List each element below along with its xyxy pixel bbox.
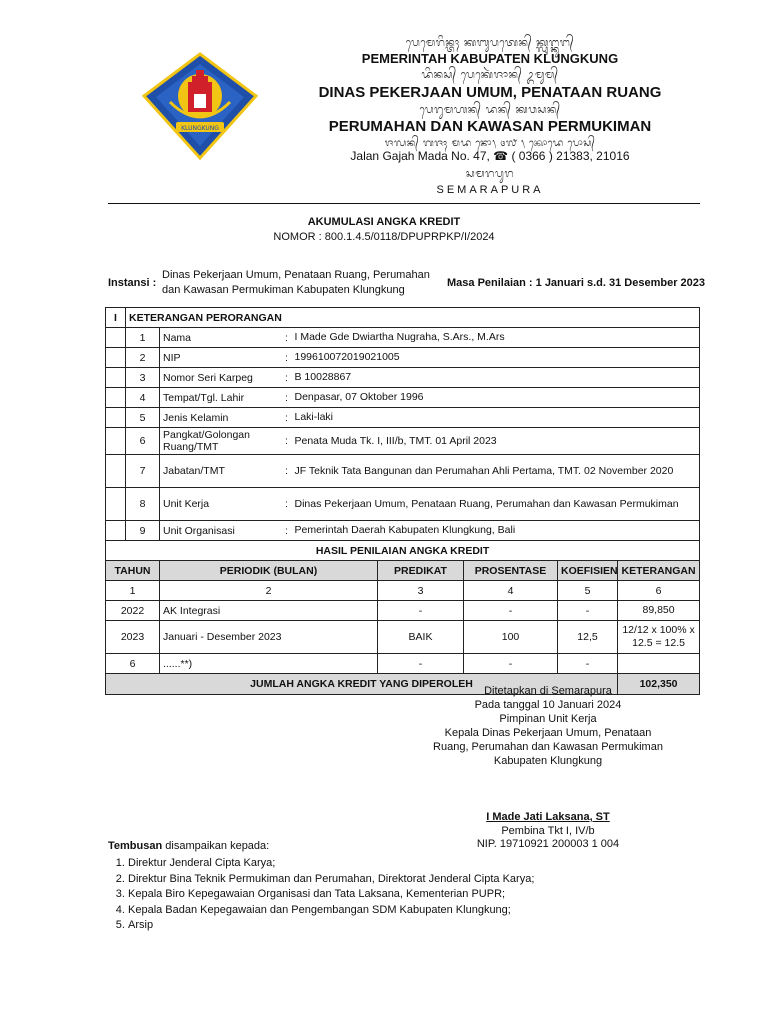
tembusan-item: 3. Kepala Biro Kepegawaian Organisasi dan Tata Laksana, Kementerian PUPR; [128, 887, 688, 903]
col-number: 3 [378, 581, 464, 601]
row-spacer [106, 348, 126, 368]
tembusan-label-rest: disampaikan kepada: [162, 840, 270, 852]
section2-heading: HASIL PENILAIAN ANGKA KREDIT [106, 541, 700, 561]
field-value: Dinas Pekerjaan Umum, Penataan Ruang, Perumahan dan Kawasan Permukiman [292, 488, 700, 521]
cell-tahun: 2023 [106, 621, 160, 654]
row-spacer [106, 388, 126, 408]
results-column-headers [106, 561, 700, 581]
field-colon: : [282, 408, 292, 428]
row-number: 3 [126, 368, 160, 388]
row-number: 2 [126, 348, 160, 368]
row-number: 8 [126, 488, 160, 521]
header-periodik: PERIODIK (BULAN) [160, 561, 378, 581]
field-colon: : [282, 368, 292, 388]
tembusan-item: 4. Kepala Badan Kepegawaian dan Pengembangan SDM Kabupaten Klungkung; [128, 903, 688, 919]
emblem-icon [140, 52, 260, 160]
cell-periodik: ......**) [160, 654, 378, 674]
personal-info-body [106, 328, 700, 541]
signatory-rank: Pembina Tkt I, IV/b [501, 825, 595, 837]
field-label: Tempat/Tgl. Lahir [160, 388, 282, 408]
field-value: I Made Gde Dwiartha Nugraha, S.Ars., M.Ars [292, 328, 700, 348]
personal-info-row [106, 428, 700, 455]
col-number: 1 [106, 581, 160, 601]
section1-roman: I [106, 308, 126, 328]
col-number: 4 [464, 581, 558, 601]
field-value: JF Teknik Tata Bangunan dan Perumahan Ahli Pertama, TMT. 02 November 2020 [292, 455, 700, 488]
results-body [106, 601, 700, 674]
field-label: Unit Kerja [160, 488, 282, 521]
section2-header-row [106, 541, 700, 561]
field-label: Unit Organisasi [160, 521, 282, 541]
document-title: AKUMULASI ANGKA KREDIT [307, 216, 461, 228]
row-spacer [106, 408, 126, 428]
personal-info-row [106, 455, 700, 488]
document-number: NOMOR : 800.1.4.5/0118/DPUPRPKP/I/2024 [273, 231, 495, 243]
row-spacer [106, 455, 126, 488]
personal-info-row [106, 408, 700, 428]
masa-penilaian: Masa Penilaian : 1 Januari s.d. 31 Desember 2023 [447, 277, 706, 289]
row-number: 5 [126, 408, 160, 428]
balinese-script-line: ᬧᬾᬫᬾᬭᬶᬦ᭄ᬢᬄ ᬓᬩᬸᬧᬢᬾᬦ᭄ ᬓ᭄ᬮᬸᬗ᭄ᬓᬸᬗ᭄ [405, 36, 575, 49]
personal-info-row [106, 388, 700, 408]
signature-block [420, 684, 676, 768]
col-number: 2 [160, 581, 378, 601]
government-name: PEMERINTAH KABUPATEN KLUNGKUNG [361, 51, 619, 66]
field-colon: : [282, 328, 292, 348]
field-label: Jenis Kelamin [160, 408, 282, 428]
signature-place: Ditetapkan di Semarapura [484, 685, 612, 697]
cell-periodik: Januari - Desember 2023 [160, 621, 378, 654]
personal-info-row [106, 488, 700, 521]
personal-info-row [106, 521, 700, 541]
cell-koefisien: 12,5 [558, 621, 618, 654]
cell-keterangan: 12/12 x 100% x 12.5 = 12.5 [618, 621, 700, 654]
row-spacer [106, 368, 126, 388]
field-value: Pemerintah Daerah Kabupaten Klungkung, Bali [292, 521, 700, 541]
cell-koefisien: - [558, 601, 618, 621]
row-number: 6 [126, 428, 160, 455]
field-colon: : [282, 348, 292, 368]
personal-info-row [106, 328, 700, 348]
field-colon: : [282, 521, 292, 541]
tembusan-list [108, 856, 688, 934]
balinese-script-line: ᬲᬫᬭᬧᬸᬭ [465, 167, 515, 180]
klungkung-emblem [140, 52, 260, 160]
department-name-line1: DINAS PEKERJAAN UMUM, PENATAAN RUANG [318, 84, 662, 101]
cell-predikat: - [378, 601, 464, 621]
row-spacer [106, 428, 126, 455]
field-colon: : [282, 428, 292, 455]
row-spacer [106, 328, 126, 348]
field-value: 199610072019021005 [292, 348, 700, 368]
field-label: Nomor Seri Karpeg [160, 368, 282, 388]
signature-role: Kepala Dinas Pekerjaan Umum, Penataan [444, 727, 652, 739]
signature-role: Pimpinan Unit Kerja [499, 713, 597, 725]
cell-predikat: BAIK [378, 621, 464, 654]
cell-predikat: - [378, 654, 464, 674]
personal-info-row [106, 348, 700, 368]
header-tahun: TAHUN [106, 561, 160, 581]
col-number: 5 [558, 581, 618, 601]
field-colon: : [282, 455, 292, 488]
cell-koefisien: - [558, 654, 618, 674]
tembusan-heading [108, 840, 269, 852]
tembusan-item: 5. Arsip [128, 918, 688, 934]
result-row [106, 654, 700, 674]
office-address: Jalan Gajah Mada No. 47, ☎ ( 0366 ) 21383, 21016 [350, 149, 630, 163]
balinese-script-line: ᬚᬮᬦ᭄ ᬕᬚᬄ ᬫᬤ ᬦᭀ᭞ ᭔᭗ ᭞ ᬓᭀᬤᬾ ᬧᭀᬲ᭄ [384, 138, 596, 149]
credit-table [105, 307, 700, 695]
cell-prosentase: - [464, 601, 558, 621]
personal-info-row [106, 368, 700, 388]
cell-periodik: AK Integrasi [160, 601, 378, 621]
field-label: Jabatan/TMT [160, 455, 282, 488]
emblem-label: KLUNGKUNG [181, 125, 219, 132]
row-spacer [106, 521, 126, 541]
row-number: 4 [126, 388, 160, 408]
col-number: 6 [618, 581, 700, 601]
cell-tahun: 2022 [106, 601, 160, 621]
result-row [106, 621, 700, 654]
balinese-script-line: ᬧᬾᬭᬸᬫᬳᬦ᭄ ᬤᬦ᭄ ᬓᬯᬲᬦ᭄ [419, 103, 561, 116]
cell-prosentase: 100 [464, 621, 558, 654]
instansi-value: Dinas Pekerjaan Umum, Penataan Ruang, Perumahan dan Kawasan Permukiman Kabupaten Klungkung [162, 269, 430, 296]
section1-heading: KETERANGAN PERORANGAN [126, 308, 700, 328]
row-number: 9 [126, 521, 160, 541]
row-spacer [106, 488, 126, 521]
signature-role: Ruang, Perumahan dan Kawasan Permukiman [433, 741, 663, 753]
tembusan-label: Tembusan [108, 840, 163, 852]
field-value: B 10028867 [292, 368, 700, 388]
field-colon: : [282, 388, 292, 408]
tembusan-item: 1. Direktur Jenderal Cipta Karya; [128, 856, 688, 872]
field-value: Penata Muda Tk. I, III/b, TMT. 01 April 2023 [292, 428, 700, 455]
letterhead-divider [108, 203, 700, 204]
signatory-name: I Made Jati Laksana, ST [486, 811, 610, 823]
balinese-script-line: ᬤᬶᬦᬲ᭄ ᬧᬾᬓᬾᬃᬚᬵᬦ᭄ ᬉᬫᬸᬫ᭄ [421, 68, 559, 81]
header-keterangan: KETERANGAN [618, 561, 700, 581]
signatory-nip: NIP. 19710921 200003 1 004 [476, 838, 620, 850]
instansi-label: Instansi : [108, 277, 157, 289]
cell-keterangan [618, 654, 700, 674]
cell-prosentase: - [464, 654, 558, 674]
header-prosentase: PROSENTASE [464, 561, 558, 581]
section1-header-row [106, 308, 700, 328]
field-colon: : [282, 488, 292, 521]
total-value: 102,350 [618, 674, 700, 695]
field-value: Laki-laki [292, 408, 700, 428]
tembusan-item: 2. Direktur Bina Teknik Permukiman dan Perumahan, Direktorat Jenderal Cipta Karya; [128, 872, 688, 888]
header-predikat: PREDIKAT [378, 561, 464, 581]
signature-role: Kabupaten Klungkung [493, 755, 603, 767]
column-number-row [106, 581, 700, 601]
total-label: JUMLAH ANGKA KREDIT YANG DIPEROLEH [106, 674, 618, 695]
field-label: NIP [160, 348, 282, 368]
department-name-line2: PERUMAHAN DAN KAWASAN PERMUKIMAN [328, 118, 652, 135]
header-koefisien: KOEFISIEN [558, 561, 618, 581]
field-label: Pangkat/Golongan Ruang/TMT [160, 428, 282, 455]
row-number: 1 [126, 328, 160, 348]
field-value: Denpasar, 07 Oktober 1996 [292, 388, 700, 408]
field-label: Nama [160, 328, 282, 348]
result-row [106, 601, 700, 621]
row-number: 7 [126, 455, 160, 488]
signature-date: Pada tanggal 10 Januari 2024 [474, 699, 622, 711]
city-name: SEMARAPURA [436, 184, 544, 196]
cell-keterangan: 89,850 [618, 601, 700, 621]
cell-tahun: 6 [106, 654, 160, 674]
